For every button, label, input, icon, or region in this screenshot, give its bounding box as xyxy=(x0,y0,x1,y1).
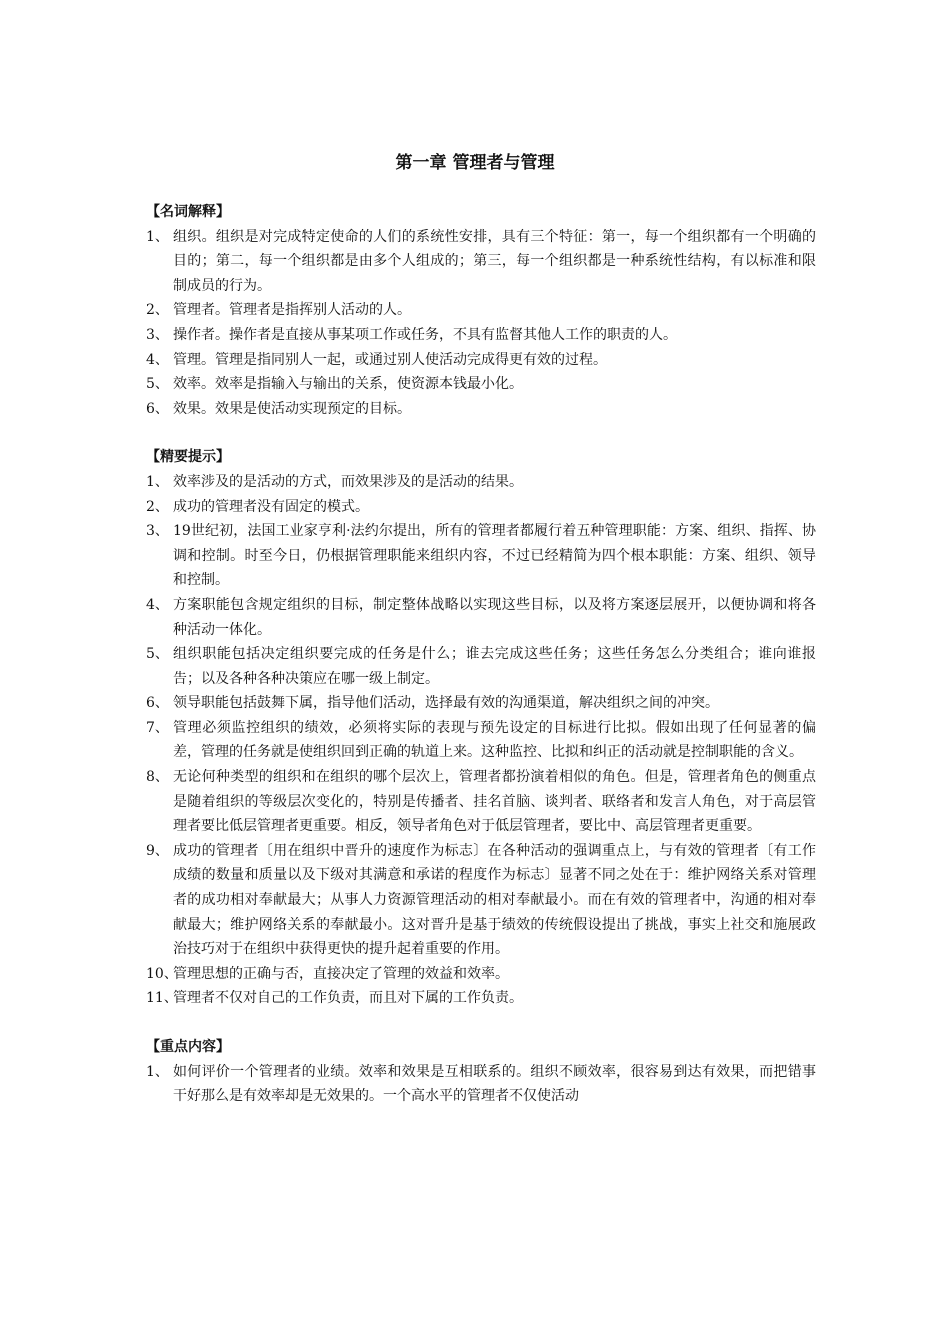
list-item-text: 成功的管理者没有固定的模式。 xyxy=(173,498,369,515)
list-item xyxy=(146,642,816,691)
list-item-number: 4、 xyxy=(146,596,169,613)
list-item xyxy=(146,348,816,373)
list-item-text: 操作者。操作者是直接从事某项工作或任务，不具有监督其他人工作的职责的人。 xyxy=(173,326,677,343)
list-item-text: 领导职能包括鼓舞下属，指导他们活动，选择最有效的沟通渠道，解决组织之间的冲突。 xyxy=(173,695,719,712)
list-item-number: 1、 xyxy=(146,1063,169,1080)
list-item xyxy=(146,839,816,962)
list-item xyxy=(146,397,816,422)
section-heading: 【名词解释】 xyxy=(146,204,230,220)
section xyxy=(146,1035,816,1109)
section xyxy=(146,200,816,421)
list-item-text: 效果。效果是使活动实现预定的目标。 xyxy=(173,400,411,417)
list-item-number: 7、 xyxy=(146,719,169,736)
list-item xyxy=(146,470,816,495)
list-item xyxy=(146,986,816,1011)
list-item-number: 2、 xyxy=(146,498,169,515)
list-item-text: 管理。管理是指同别人一起，或通过别人使活动完成得更有效的过程。 xyxy=(173,351,607,368)
list-item-text: 如何评价一个管理者的业绩。效率和效果是互相联系的。组织不顾效率，很容易到达有效果，而把错事干好那么是有效率却是无效果的。一个高水平的管理者不仅使活动 xyxy=(173,1063,816,1105)
list-item xyxy=(146,962,816,987)
page-title: 第一章 管理者与管理 xyxy=(395,153,555,173)
list-item xyxy=(146,372,816,397)
list-item-number: 3、 xyxy=(146,523,169,540)
list-item-number: 4、 xyxy=(146,351,169,368)
list-item-text: 组织职能包括决定组织要完成的任务是什么；谁去完成这些任务；这些任务怎么分类组合；谁向谁报告；以及各种各种决策应在哪一级上制定。 xyxy=(173,646,816,687)
section-heading: 【重点内容】 xyxy=(146,1039,230,1055)
list-item-number: 1、 xyxy=(146,228,169,245)
list-item xyxy=(146,1060,816,1109)
list-item xyxy=(146,593,816,642)
list-item-text: 管理者。管理者是指挥别人活动的人。 xyxy=(173,302,411,319)
list-item-text: 效率涉及的是活动的方式，而效果涉及的是活动的结果。 xyxy=(173,473,523,490)
list-item-number: 9、 xyxy=(146,842,169,859)
list-item-text: 管理必须监控组织的绩效，必须将实际的表现与预先设定的目标进行比拟。假如出现了任何显著的偏差，管理的任务就是使组织回到正确的轨道上来。这种监控、比拟和纠正的活动就是控制职能的含义。 xyxy=(173,719,816,761)
list-item-text: 无论何种类型的组织和在组织的哪个层次上，管理者都扮演着相似的角色。但是，管理者角色的侧重点是随着组织的等级层次变化的，特别是传播者、挂名首脑、谈判者、联络者和发言人角色，对于高层管理者要比低层管理者更重要。相反，领导者角色对于低层管理者，要比中、高层管理者更重要。 xyxy=(173,769,816,835)
list-item-text: 管理思想的正确与否，直接决定了管理的效益和效率。 xyxy=(173,965,509,982)
list-item xyxy=(146,323,816,348)
section-heading: 【精要提示】 xyxy=(146,449,230,466)
list-item-number: 11、 xyxy=(146,990,178,1007)
list-item xyxy=(146,691,816,716)
list-item-number: 6、 xyxy=(146,400,169,417)
list-item-text: 19世纪初，法国工业家亨利·法约尔提出，所有的管理者都履行着五种管理职能：方案、组织、指挥、协调和控制。时至今日，仍根据管理职能来组织内容，不过已经精简为四个根本职能：方案、组织、领导和控制。 xyxy=(173,523,816,589)
list-item-number: 6、 xyxy=(146,695,169,712)
list-item xyxy=(146,495,816,520)
list-item-number: 5、 xyxy=(146,646,169,663)
list-item-number: 10、 xyxy=(146,965,178,982)
list-item xyxy=(146,298,816,323)
list-item-number: 3、 xyxy=(146,326,169,343)
list-item xyxy=(146,716,816,765)
list-item-number: 1、 xyxy=(146,473,169,490)
list-item xyxy=(146,765,816,839)
list-item-number: 2、 xyxy=(146,302,169,319)
document-body xyxy=(146,200,816,1133)
list-item-text: 组织。组织是对完成特定使命的人们的系统性安排，具有三个特征：第一，每一个组织都有一个明确的目的；第二，每一个组织都是由多个人组成的；第三，每一个组织都是一种系统性结构，有以标准和限制成员的行为。 xyxy=(173,228,816,294)
list-item-text: 效率。效率是指输入与输出的关系，使资源本钱最小化。 xyxy=(173,376,523,393)
list-item xyxy=(146,519,816,593)
list-item-text: 管理者不仅对自己的工作负责，而且对下属的工作负责。 xyxy=(173,990,523,1007)
list-item-text: 成功的管理者〔用在组织中晋升的速度作为标志〕在各种活动的强调重点上，与有效的管理者〔有工作成绩的数量和质量以及下级对其满意和承诺的程度作为标志〕显著不同之处在于：维护网络关系对管理者的成功相对奉献最大；从事人力资源管理活动的相对奉献最小。而在有效的管理者中，沟通的相对奉献最大；维护网络关系的奉献最小。这对晋升是基于绩效的传统假设提出了挑战，事实上社交和施展政治技巧对于在组织中获得更快的提升起着重要的作用。 xyxy=(173,842,816,958)
list-item-number: 8、 xyxy=(146,769,169,786)
section xyxy=(146,445,816,1011)
list-item xyxy=(146,225,816,299)
list-item-text: 方案职能包含规定组织的目标，制定整体战略以实现这些目标，以及将方案逐层展开，以便协调和将各种活动一体化。 xyxy=(173,596,816,638)
list-item-number: 5、 xyxy=(146,376,169,393)
